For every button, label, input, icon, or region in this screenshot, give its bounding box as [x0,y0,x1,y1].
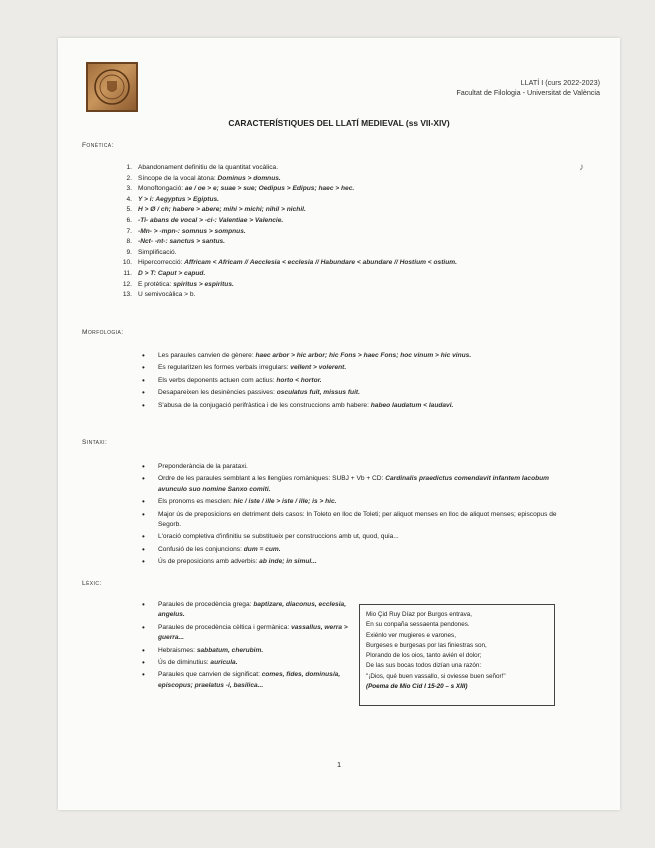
poem-line: "¡Dios, qué buen vassallo, si oviesse buen señor!" [366,672,506,680]
item-text: Ús de diminutius: [158,659,211,667]
list-item [158,510,558,531]
poem-line: Plorando de los oios, tanto avién el dolor; [366,652,482,660]
item-text: Preponderància de la parataxi. [158,463,248,470]
item-example: -Nct- -nt-: sanctus > santus. [138,238,226,246]
item-example: vellent > volerent. [290,364,347,372]
item-text: Els pronoms es mesclen: [158,498,234,506]
section-heading-sintaxi: Sintaxi: [82,439,108,446]
item-text: L'oració completiva d'infinitiu se substitueix per construccions amb ut, quod, quia... [158,533,399,541]
poem-excerpt-box [359,604,555,706]
list-item [126,205,568,216]
list-item [126,184,568,195]
list-item [158,600,348,621]
list-item [158,532,558,542]
list-item [126,195,568,206]
item-example: H > Ø / ch; habere > abere; mihi > michi; nihil > nichil. [138,206,306,214]
item-text: U semivocàlica > b. [138,291,196,299]
list-item [123,269,568,280]
item-text: Monoftongació: [138,185,185,193]
item-number: 13. [122,291,132,299]
seal-emblem-icon [88,64,136,110]
item-example: habeo laudatum < laudavi. [370,401,454,409]
item-number: 12. [122,280,132,288]
item-example: -Mn- > -mpn-: somnus > sompnus. [138,227,246,235]
fonetica-list [122,163,568,301]
item-text: Paraules de procedència cèltica i germànica: [158,623,292,631]
list-item [126,248,568,259]
item-number: 2. [126,174,132,182]
list-item [126,227,568,238]
item-text: Major ús de preposicions en detriment dels casos: In Toleto en lloc de Toleti; per aliquot menses en lloc de aliquot menses; episcopus de Segorb. [158,510,557,529]
list-item [122,280,568,291]
item-example: haec arbor > hic arbor; hic Fons > haec Fons; hoc vinum > hic vinus. [255,352,472,359]
item-text: Abandonament definitiu de la quantitat vocàlica. [138,164,279,171]
item-example: spiritus > espiritus. [173,280,234,288]
document-page [58,38,620,810]
section-heading-fonetica: Fonètica: [82,142,114,149]
item-example: comes, fides, dominus/a, episcopus; praelatus -i, basilica... [158,671,341,689]
list-item [158,623,348,644]
course-label: LLATÍ I (curs 2022-2023) [520,78,600,87]
list-item [158,545,558,555]
section-heading-lexic: Lèxic: [82,580,102,587]
item-example: osculatus fuit, missus fuit. [276,389,360,397]
list-item [158,474,558,495]
item-example: dum = cum. [243,545,281,553]
poem-line: En su conpaña sessaenta pendones. [366,621,470,629]
item-number: 10. [122,259,132,267]
item-example: -Ti- abans de vocal > -ci-: Valentiae > Valencie. [138,216,284,224]
list-item [126,216,568,227]
item-text: Els verbs deponents actuen com actius: [158,376,277,384]
item-text: Les paraules canvien de gènere: [158,352,256,359]
page-number: 1 [336,760,342,769]
list-item [158,462,558,472]
poem-line: Mio Çid Ruy Díaz por Burgos entrava, [366,611,473,618]
item-text: Simplificació. [138,248,177,256]
poem-line: Burgeses e burgesas por las finiestras son, [366,641,487,649]
item-example: ab inde; in simul... [259,558,317,566]
item-number: 1. [126,164,132,171]
poem-line: De las sus bocas todos dizían una razón: [366,662,482,670]
item-text: Hipercorrecció: [138,259,185,267]
item-text: Hebraismes: [158,646,197,654]
list-item [158,658,348,668]
item-text: Confusió de les conjuncions: [158,545,244,553]
item-text: Desapareixen les desinències passives: [158,389,277,397]
item-number: 4. [126,195,132,203]
item-text: E protètica: [138,280,174,288]
item-number: 7. [126,227,132,235]
item-number: 9. [126,248,132,256]
university-seal-logo [86,62,138,112]
list-item [158,646,348,656]
poem-reference: (Poema de Mio Cid I 15-20 – s XIII) [366,683,468,691]
list-item [122,290,568,301]
morfologia-list [158,351,558,413]
item-example: Affricam < Africam // Aecclesia < ecclesia // Habundare < abundare // Hostium < ostium. [184,259,457,267]
list-item [158,388,558,398]
item-number: 3. [126,185,132,193]
item-example: ae / oe > e; suae > sue; Oedipus > Edipus; haec > hec. [184,185,355,193]
item-example: vassallus, werra > guerra... [158,623,348,642]
item-example: baptizare, diaconus, ecclesia, angelus. [158,601,347,619]
item-text: S'abusa de la conjugació perifràstica i de les construccions amb habere: [158,401,371,409]
document-header [456,78,600,98]
item-text: Ús de preposicions amb adverbis: [158,558,260,566]
item-text: Ordre de les paraules semblant a les llengües romàniques: SUBJ + Vb + CD: [158,475,386,483]
section-heading-morfologia: Morfologia: [82,329,124,336]
list-item [126,237,568,248]
item-text: Paraules de procedència grega: [158,601,254,608]
item-example: sabbatum, cherubim. [196,646,264,654]
item-example: Dominus > domnus. [217,174,281,182]
faculty-label: Facultat de Filologia - Universitat de València [456,88,600,97]
item-example: D > T: Caput > capud. [138,269,206,277]
item-number: 5. [126,206,132,214]
list-item [158,557,558,567]
list-item [158,670,348,691]
item-number: 6. [126,216,132,224]
item-text: Es regularitzen les formes verbals irregulars: [158,364,291,372]
sintaxi-list [158,462,558,570]
margin-mark: ♪ [579,162,584,173]
list-item [122,258,568,269]
lexic-list [158,600,348,693]
poem-line: Exiénlo ver mugieres e varones, [366,631,456,639]
list-item [158,376,558,386]
item-text: Síncope de la vocal àtona: [138,174,218,182]
list-item [158,363,558,373]
list-item [158,497,558,507]
list-item [126,174,568,185]
item-example: horto < hortor. [276,376,322,384]
item-text: Paraules que canvien de significat: [158,671,262,679]
list-item [126,163,568,174]
item-number: 8. [126,238,132,246]
item-example: hic / iste / ille > iste / ille; is > hic. [233,498,337,506]
list-item [158,401,558,411]
item-number: 11. [123,269,132,277]
list-item [158,351,558,361]
item-example: auricula. [210,659,238,667]
poem-lines [366,610,548,682]
item-example: Cardinalis praedictus comendavit infantem Iacobum avunculo suo nomine Sanxo comiti. [158,475,550,493]
document-title: CARACTERÍSTIQUES DEL LLATÍ MEDIEVAL (ss VII-XIV) [228,118,450,128]
item-example: Y > i: Aegyptus > Egiptus. [138,195,219,203]
